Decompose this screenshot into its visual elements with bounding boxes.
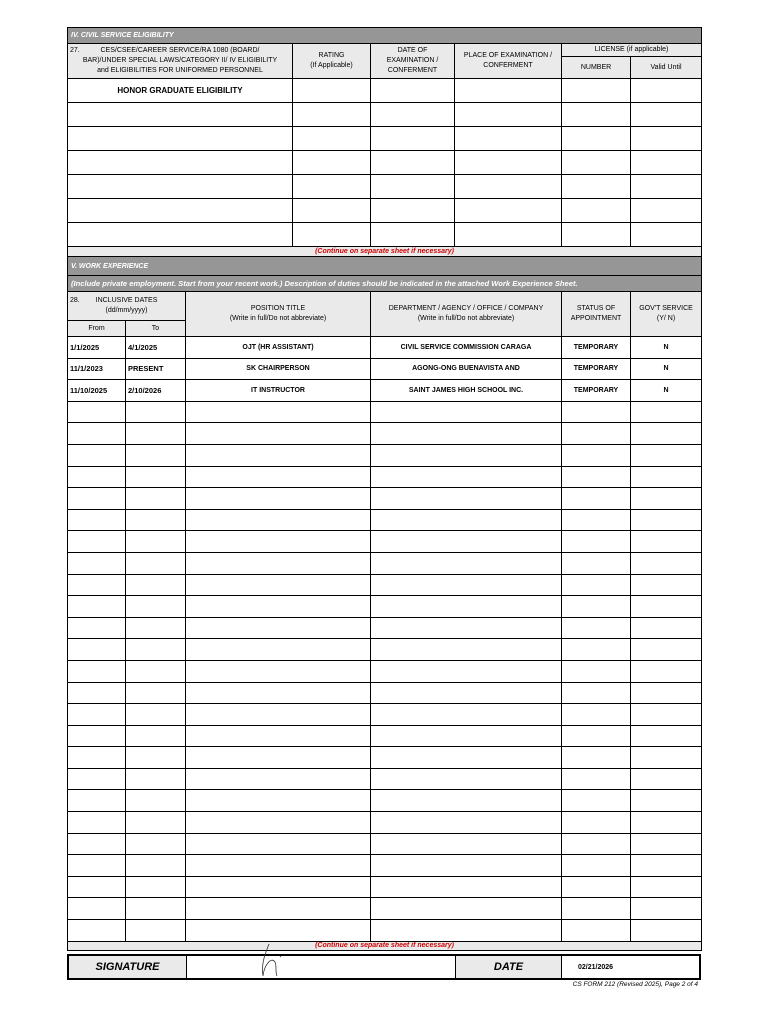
position-title-cell[interactable] [186, 768, 371, 790]
header-text: (Write in full/Do not abbreviate) [229, 315, 327, 322]
empty-work-experience-row [68, 531, 702, 553]
position-title-cell[interactable] [186, 682, 371, 704]
to-date-cell[interactable] [126, 790, 186, 812]
department-cell[interactable] [371, 531, 562, 553]
appointment-status-cell[interactable] [562, 682, 631, 704]
govt-service-cell[interactable] [631, 768, 702, 790]
from-date-cell[interactable] [68, 812, 126, 834]
empty-work-experience-row [68, 596, 702, 618]
appointment-status-cell[interactable] [562, 768, 631, 790]
appointment-status-cell[interactable] [562, 747, 631, 769]
exam-place-cell[interactable] [455, 223, 562, 247]
license-number-cell[interactable] [562, 79, 631, 103]
license-number-cell[interactable] [562, 151, 631, 175]
empty-work-experience-row [68, 876, 702, 898]
position-title-cell[interactable] [186, 531, 371, 553]
eligibility-cell[interactable] [68, 127, 293, 151]
from-date-cell[interactable] [68, 423, 126, 445]
empty-work-experience-row [68, 574, 702, 596]
from-date-cell[interactable] [68, 531, 126, 553]
to-date-cell[interactable] [126, 768, 186, 790]
position-title-cell[interactable] [186, 423, 371, 445]
appointment-status-cell[interactable] [562, 552, 631, 574]
department-cell[interactable] [371, 898, 562, 920]
to-date-cell[interactable] [126, 444, 186, 466]
civil-service-eligibility-table [67, 27, 702, 951]
position-title-cell[interactable] [186, 552, 371, 574]
department-cell[interactable] [371, 855, 562, 877]
position-title-cell[interactable]: OJT (HR ASSISTANT) [186, 337, 371, 359]
govt-service-cell[interactable] [631, 876, 702, 898]
exam-date-cell[interactable] [371, 127, 455, 151]
license-number-cell[interactable] [562, 103, 631, 127]
from-date-cell[interactable] [68, 682, 126, 704]
to-date-cell[interactable]: 4/1/2025 [126, 337, 186, 359]
position-title-cell[interactable] [186, 725, 371, 747]
col-header-exam-place [455, 44, 562, 79]
empty-work-experience-row [68, 855, 702, 877]
work-experience-row [68, 337, 702, 359]
govt-service-cell[interactable] [631, 747, 702, 769]
exam-date-cell[interactable] [371, 151, 455, 175]
from-date-cell[interactable] [68, 596, 126, 618]
to-date-cell[interactable] [126, 682, 186, 704]
appointment-status-cell[interactable] [562, 401, 631, 423]
rating-cell[interactable] [293, 79, 371, 103]
from-date-cell[interactable] [68, 790, 126, 812]
govt-service-cell[interactable] [631, 444, 702, 466]
to-date-cell[interactable] [126, 747, 186, 769]
govt-service-cell[interactable] [631, 898, 702, 920]
header-text: APPOINTMENT [570, 315, 622, 322]
position-title-cell[interactable] [186, 617, 371, 639]
govt-service-cell[interactable] [631, 725, 702, 747]
department-cell[interactable] [371, 444, 562, 466]
date-value[interactable]: 02/21/2026 [578, 963, 614, 971]
col-header-position [186, 292, 371, 337]
eligibility-row [68, 151, 702, 175]
exam-date-cell[interactable] [371, 175, 455, 199]
col-header-department [371, 292, 562, 337]
license-number-cell[interactable] [562, 223, 631, 247]
appointment-status-cell[interactable] [562, 790, 631, 812]
eligibility-cell[interactable] [68, 223, 293, 247]
work-experience-instruction: (Include private employment. Start from your recent work.) Description of duties should be indicated in the attached Work Experience Sheet. [68, 276, 702, 292]
rating-cell[interactable] [293, 223, 371, 247]
department-cell[interactable] [371, 920, 562, 942]
license-valid-cell[interactable] [631, 175, 702, 199]
from-date-cell[interactable] [68, 552, 126, 574]
empty-work-experience-row [68, 617, 702, 639]
from-date-cell[interactable] [68, 660, 126, 682]
license-number-cell[interactable] [562, 199, 631, 223]
govt-service-cell[interactable] [631, 812, 702, 834]
eligibility-row [68, 199, 702, 223]
empty-work-experience-row [68, 466, 702, 488]
from-date-cell[interactable]: 1/1/2025 [68, 337, 126, 359]
appointment-status-cell[interactable] [562, 574, 631, 596]
appointment-status-cell[interactable] [562, 596, 631, 618]
header-text: POSITION TITLE [250, 305, 306, 312]
rating-cell[interactable] [293, 151, 371, 175]
header-text: INCLUSIVE DATES [95, 297, 158, 304]
govt-service-cell[interactable] [631, 833, 702, 855]
empty-work-experience-row [68, 768, 702, 790]
to-date-cell[interactable] [126, 466, 186, 488]
header-text: (If Applicable) [310, 62, 353, 69]
rating-cell[interactable] [293, 175, 371, 199]
exam-place-cell[interactable] [455, 103, 562, 127]
signature-label: SIGNATURE [69, 956, 187, 978]
col-header-from: From [68, 321, 126, 337]
col-header-inclusive-dates [68, 292, 186, 321]
govt-service-cell[interactable] [631, 531, 702, 553]
to-date-cell[interactable] [126, 660, 186, 682]
to-date-cell[interactable] [126, 574, 186, 596]
appointment-status-cell[interactable] [562, 898, 631, 920]
eligibility-cell[interactable] [68, 103, 293, 127]
form-footer: CS FORM 212 (Revised 2025), Page 2 of 4 [572, 981, 698, 988]
position-title-cell[interactable] [186, 466, 371, 488]
col-header-exam-date [371, 44, 455, 79]
department-cell[interactable] [371, 639, 562, 661]
govt-service-cell[interactable] [631, 682, 702, 704]
to-date-cell[interactable] [126, 531, 186, 553]
handwritten-signature [255, 942, 315, 982]
department-cell[interactable] [371, 617, 562, 639]
department-cell[interactable] [371, 423, 562, 445]
from-date-cell[interactable]: 11/10/2025 [68, 380, 126, 402]
appointment-status-cell[interactable] [562, 833, 631, 855]
header-text: (dd/mm/yyyy) [105, 307, 148, 314]
from-date-cell[interactable] [68, 466, 126, 488]
govt-service-cell[interactable] [631, 401, 702, 423]
position-title-cell[interactable] [186, 747, 371, 769]
position-title-cell[interactable] [186, 898, 371, 920]
empty-work-experience-row [68, 747, 702, 769]
position-title-cell[interactable] [186, 401, 371, 423]
position-title-cell[interactable] [186, 704, 371, 726]
exam-place-cell[interactable] [455, 175, 562, 199]
empty-work-experience-row [68, 920, 702, 942]
to-date-cell[interactable] [126, 833, 186, 855]
empty-work-experience-row [68, 639, 702, 661]
from-date-cell[interactable] [68, 833, 126, 855]
from-date-cell[interactable] [68, 704, 126, 726]
from-date-cell[interactable] [68, 488, 126, 510]
rating-cell[interactable] [293, 103, 371, 127]
to-date-cell[interactable] [126, 509, 186, 531]
position-title-cell[interactable] [186, 790, 371, 812]
govt-service-cell[interactable] [631, 552, 702, 574]
empty-work-experience-row [68, 552, 702, 574]
department-cell[interactable] [371, 552, 562, 574]
from-date-cell[interactable] [68, 639, 126, 661]
position-title-cell[interactable] [186, 596, 371, 618]
govt-service-cell[interactable] [631, 466, 702, 488]
from-date-cell[interactable] [68, 509, 126, 531]
license-valid-cell[interactable] [631, 199, 702, 223]
work-experience-rows [68, 337, 702, 942]
col-header-license: LICENSE (if applicable) [562, 44, 702, 57]
position-title-cell[interactable] [186, 444, 371, 466]
section-title-civil-service: IV. CIVIL SERVICE ELIGIBILITY [68, 28, 702, 44]
empty-work-experience-row [68, 833, 702, 855]
department-cell[interactable]: SAINT JAMES HIGH SCHOOL INC. [371, 380, 562, 402]
exam-place-cell[interactable] [455, 127, 562, 151]
position-title-cell[interactable] [186, 833, 371, 855]
signature-row [67, 954, 701, 980]
from-date-cell[interactable] [68, 768, 126, 790]
header-text: DATE OF [397, 47, 428, 54]
exam-place-cell[interactable] [455, 79, 562, 103]
department-cell[interactable] [371, 660, 562, 682]
department-cell[interactable] [371, 704, 562, 726]
header-text: CES/CSEE/CAREER SERVICE/RA 1080 (BOARD/ [100, 47, 260, 54]
govt-service-cell[interactable] [631, 488, 702, 510]
license-valid-cell[interactable] [631, 103, 702, 127]
license-number-cell[interactable] [562, 127, 631, 151]
item-number-27: 27. [70, 47, 80, 54]
eligibility-row [68, 103, 702, 127]
appointment-status-cell[interactable]: TEMPORARY [562, 337, 631, 359]
appointment-status-cell[interactable] [562, 423, 631, 445]
from-date-cell[interactable] [68, 725, 126, 747]
continue-note: (Continue on separate sheet if necessary) [68, 941, 702, 950]
department-cell[interactable] [371, 747, 562, 769]
from-date-cell[interactable] [68, 876, 126, 898]
rating-cell[interactable] [293, 127, 371, 151]
eligibility-row [68, 79, 702, 103]
to-date-cell[interactable] [126, 639, 186, 661]
exam-place-cell[interactable] [455, 199, 562, 223]
header-text: STATUS OF [576, 305, 616, 312]
exam-date-cell[interactable] [371, 223, 455, 247]
to-date-cell[interactable] [126, 725, 186, 747]
department-cell[interactable] [371, 509, 562, 531]
position-title-cell[interactable] [186, 855, 371, 877]
appointment-status-cell[interactable] [562, 855, 631, 877]
from-date-cell[interactable] [68, 444, 126, 466]
position-title-cell[interactable]: SK CHAIRPERSON [186, 358, 371, 380]
department-cell[interactable] [371, 401, 562, 423]
exam-date-cell[interactable] [371, 79, 455, 103]
govt-service-cell[interactable] [631, 790, 702, 812]
empty-work-experience-row [68, 812, 702, 834]
department-cell[interactable] [371, 682, 562, 704]
empty-work-experience-row [68, 488, 702, 510]
position-title-cell[interactable] [186, 660, 371, 682]
col-header-status [562, 292, 631, 337]
eligibility-row [68, 175, 702, 199]
to-date-cell[interactable] [126, 855, 186, 877]
header-text: and ELIGIBILITIES FOR UNIFORMED PERSONNEL [97, 67, 263, 74]
header-text: (Y/ N) [656, 315, 676, 322]
empty-work-experience-row [68, 423, 702, 445]
continue-note: (Continue on separate sheet if necessary) [68, 247, 702, 257]
to-date-cell[interactable] [126, 617, 186, 639]
eligibility-row [68, 127, 702, 151]
license-number-cell[interactable] [562, 175, 631, 199]
to-date-cell[interactable] [126, 596, 186, 618]
to-date-cell[interactable] [126, 423, 186, 445]
to-date-cell[interactable] [126, 704, 186, 726]
govt-service-cell[interactable] [631, 660, 702, 682]
from-date-cell[interactable]: 11/1/2023 [68, 358, 126, 380]
appointment-status-cell[interactable] [562, 488, 631, 510]
govt-service-cell[interactable]: N [631, 380, 702, 402]
to-date-cell[interactable] [126, 552, 186, 574]
appointment-status-cell[interactable] [562, 639, 631, 661]
department-cell[interactable] [371, 833, 562, 855]
work-experience-row [68, 380, 702, 402]
govt-service-cell[interactable] [631, 423, 702, 445]
header-text: DEPARTMENT / AGENCY / OFFICE / COMPANY [388, 305, 544, 312]
position-title-cell[interactable] [186, 920, 371, 942]
empty-work-experience-row [68, 509, 702, 531]
col-header-license-valid: Valid Until [631, 57, 702, 79]
empty-work-experience-row [68, 401, 702, 423]
empty-work-experience-row [68, 898, 702, 920]
from-date-cell[interactable] [68, 747, 126, 769]
appointment-status-cell[interactable] [562, 920, 631, 942]
govt-service-cell[interactable]: N [631, 337, 702, 359]
to-date-cell[interactable]: 2/10/2026 [126, 380, 186, 402]
item-number-28: 28. [70, 297, 80, 304]
position-title-cell[interactable] [186, 639, 371, 661]
appointment-status-cell[interactable]: TEMPORARY [562, 380, 631, 402]
to-date-cell[interactable] [126, 876, 186, 898]
empty-work-experience-row [68, 704, 702, 726]
col-header-govt-service [631, 292, 702, 337]
eligibility-cell[interactable] [68, 199, 293, 223]
empty-work-experience-row [68, 790, 702, 812]
to-date-cell[interactable] [126, 920, 186, 942]
department-cell[interactable] [371, 466, 562, 488]
appointment-status-cell[interactable] [562, 466, 631, 488]
col-header-rating [293, 44, 371, 79]
empty-work-experience-row [68, 682, 702, 704]
exam-date-cell[interactable] [371, 199, 455, 223]
appointment-status-cell[interactable] [562, 812, 631, 834]
govt-service-cell[interactable] [631, 639, 702, 661]
position-title-cell[interactable] [186, 876, 371, 898]
eligibility-cell[interactable]: HONOR GRADUATE ELIGIBILITY [68, 79, 293, 103]
govt-service-cell[interactable] [631, 855, 702, 877]
empty-work-experience-row [68, 444, 702, 466]
appointment-status-cell[interactable] [562, 509, 631, 531]
rating-cell[interactable] [293, 199, 371, 223]
license-valid-cell[interactable] [631, 79, 702, 103]
appointment-status-cell[interactable] [562, 876, 631, 898]
to-date-cell[interactable]: PRESENT [126, 358, 186, 380]
to-date-cell[interactable] [126, 401, 186, 423]
from-date-cell[interactable] [68, 401, 126, 423]
exam-place-cell[interactable] [455, 151, 562, 175]
appointment-status-cell[interactable] [562, 531, 631, 553]
position-title-cell[interactable] [186, 812, 371, 834]
govt-service-cell[interactable] [631, 617, 702, 639]
position-title-cell[interactable] [186, 488, 371, 510]
department-cell[interactable]: AGONG-ONG BUENAVISTA AND [371, 358, 562, 380]
license-valid-cell[interactable] [631, 151, 702, 175]
from-date-cell[interactable] [68, 574, 126, 596]
department-cell[interactable]: CIVIL SERVICE COMMISSION CARAGA [371, 337, 562, 359]
department-cell[interactable] [371, 725, 562, 747]
from-date-cell[interactable] [68, 920, 126, 942]
header-text: BAR)/UNDER SPECIAL LAWS/CATEGORY II/ IV ELIGIBILITY [82, 57, 278, 64]
govt-service-cell[interactable] [631, 920, 702, 942]
pds-page-2 [67, 27, 701, 981]
govt-service-cell[interactable]: N [631, 358, 702, 380]
header-text: EXAMINATION / [386, 57, 439, 64]
eligibility-cell[interactable] [68, 175, 293, 199]
govt-service-cell[interactable] [631, 704, 702, 726]
appointment-status-cell[interactable] [562, 725, 631, 747]
header-text: RATING [318, 52, 345, 59]
govt-service-cell[interactable] [631, 574, 702, 596]
header-text: CONFERMENT [387, 67, 438, 74]
to-date-cell[interactable] [126, 898, 186, 920]
col-header-eligibility [68, 44, 293, 79]
col-header-to: To [126, 321, 186, 337]
header-text: GOV'T SERVICE [639, 305, 693, 312]
eligibility-cell[interactable] [68, 151, 293, 175]
to-date-cell[interactable] [126, 488, 186, 510]
empty-work-experience-row [68, 725, 702, 747]
section-title-work-experience: V. WORK EXPERIENCE [68, 257, 702, 276]
col-header-license-number: NUMBER [562, 57, 631, 79]
from-date-cell[interactable] [68, 898, 126, 920]
appointment-status-cell[interactable] [562, 444, 631, 466]
exam-date-cell[interactable] [371, 103, 455, 127]
department-cell[interactable] [371, 596, 562, 618]
department-cell[interactable] [371, 790, 562, 812]
department-cell[interactable] [371, 812, 562, 834]
from-date-cell[interactable] [68, 617, 126, 639]
appointment-status-cell[interactable] [562, 617, 631, 639]
department-cell[interactable] [371, 488, 562, 510]
header-text: PLACE OF EXAMINATION / [463, 52, 553, 59]
empty-work-experience-row [68, 660, 702, 682]
header-text: (Write in full/Do not abbreviate) [417, 315, 515, 322]
appointment-status-cell[interactable]: TEMPORARY [562, 358, 631, 380]
civil-service-rows [68, 79, 702, 247]
position-title-cell[interactable] [186, 509, 371, 531]
appointment-status-cell[interactable] [562, 660, 631, 682]
position-title-cell[interactable]: IT INSTRUCTOR [186, 380, 371, 402]
department-cell[interactable] [371, 876, 562, 898]
license-valid-cell[interactable] [631, 127, 702, 151]
position-title-cell[interactable] [186, 574, 371, 596]
eligibility-row [68, 223, 702, 247]
department-cell[interactable] [371, 574, 562, 596]
license-valid-cell[interactable] [631, 223, 702, 247]
signature-field[interactable] [187, 956, 456, 978]
department-cell[interactable] [371, 768, 562, 790]
appointment-status-cell[interactable] [562, 704, 631, 726]
from-date-cell[interactable] [68, 855, 126, 877]
govt-service-cell[interactable] [631, 596, 702, 618]
work-experience-row [68, 358, 702, 380]
govt-service-cell[interactable] [631, 509, 702, 531]
header-text: CONFERMENT [483, 62, 533, 69]
date-label: DATE [456, 956, 562, 978]
to-date-cell[interactable] [126, 812, 186, 834]
